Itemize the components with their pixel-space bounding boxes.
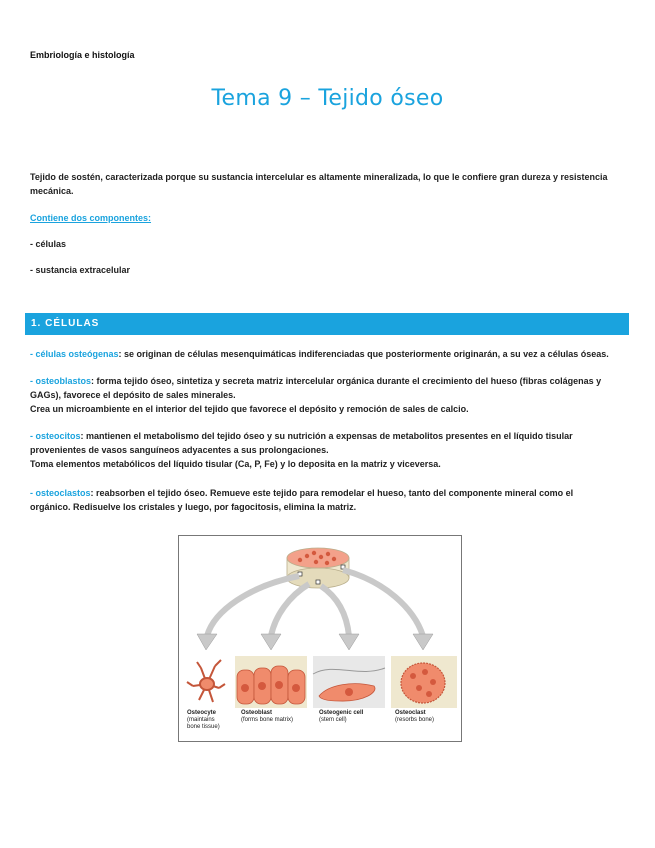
item-prefix: - <box>30 431 36 441</box>
item-text: orgánico. Redisuelve los cristales y luego, por fagocitosis, elimina la matriz. <box>30 502 357 512</box>
arrow-osteoblast <box>271 584 309 636</box>
item-text: : mantienen el metabolismo del tejido óseo y su nutrición a expensas de metabolitos presentes en el líquido tisular <box>80 431 573 441</box>
section-title: 1. CÉLULAS <box>31 318 100 329</box>
item-text: Crea un microambiente en el interior del tejido que favorece el depósito y remoción de sales de calcio. <box>30 404 469 414</box>
component-item-cells: - células <box>30 239 67 249</box>
osteoblast-cells <box>235 656 307 708</box>
cell-item-osteoclasts <box>30 486 628 514</box>
item-text: : reabsorben el tejido óseo. Remueve este tejido para remodelar el hueso, tanto del componente mineral como el <box>90 488 574 498</box>
cell-item-osteocytes <box>30 429 628 471</box>
bone-cylinder <box>287 548 349 588</box>
cell-item-osteoblasts <box>30 374 628 416</box>
osteogenic-cell <box>313 656 385 708</box>
term-osteocytes: osteocitos <box>35 431 81 441</box>
arrow-osteogenic <box>321 586 349 636</box>
osteocyte-cell <box>187 660 225 702</box>
item-prefix: - <box>30 488 36 498</box>
item-text: : se originan de células mesenquimáticas indiferenciadas que posteriormente originarán, a su vez a células óseas. <box>118 349 609 359</box>
item-prefix: - <box>30 376 36 386</box>
section-header-cells <box>25 313 629 335</box>
item-text: Toma elementos metabólicos del líquido tisular (Ca, P, Fe) y lo deposita en la matriz y viceversa. <box>30 459 441 469</box>
term-osteoclasts: osteoclastos <box>35 488 91 498</box>
term-osteogenic: células osteógenas <box>35 349 119 359</box>
components-heading[interactable] <box>30 211 628 225</box>
cell-item-osteogenic <box>30 347 628 361</box>
term-osteoblasts: osteoblastos <box>35 376 92 386</box>
label-osteoblast: Osteoblast (forms bone matrix) <box>241 710 294 723</box>
page-title: Tema 9 – Tejido óseo <box>211 86 444 111</box>
item-text: provenientes de vasos sanguíneos adyacentes a sus prolongaciones. <box>30 445 329 455</box>
label-osteoclast: Osteoclast (resorbs bone) <box>395 710 435 723</box>
intro-paragraph <box>30 170 628 198</box>
arrow-heads <box>197 634 433 650</box>
components-link[interactable]: Contiene dos componentes: <box>30 213 152 223</box>
intro-line-1: Tejido de sostén, caracterizada porque su sustancia intercelular es altamente mineralizada, lo que le confiere gran dureza y resistencia <box>30 172 608 182</box>
intro-line-2: mecánica. <box>30 186 74 196</box>
label-osteogenic-cell: Osteogenic cell (stem cell) <box>319 710 364 723</box>
component-item-matrix: - sustancia extracelular <box>30 265 131 275</box>
item-text: GAGs), favorece el depósito de sales minerales. <box>30 390 236 400</box>
bone-cells-figure <box>178 535 462 742</box>
osteoclast-cell <box>391 656 457 708</box>
arrow-osteoclast <box>343 570 423 636</box>
item-prefix: - <box>30 349 36 359</box>
item-text: : forma tejido óseo, sintetiza y secreta matriz intercelular orgánica durante el crecimiento del hueso (fibras colágenas y <box>91 376 602 386</box>
document-header: Embriología e histología <box>30 50 135 60</box>
label-osteocyte: Osteocyte (maintains bone tissue) <box>187 710 220 730</box>
